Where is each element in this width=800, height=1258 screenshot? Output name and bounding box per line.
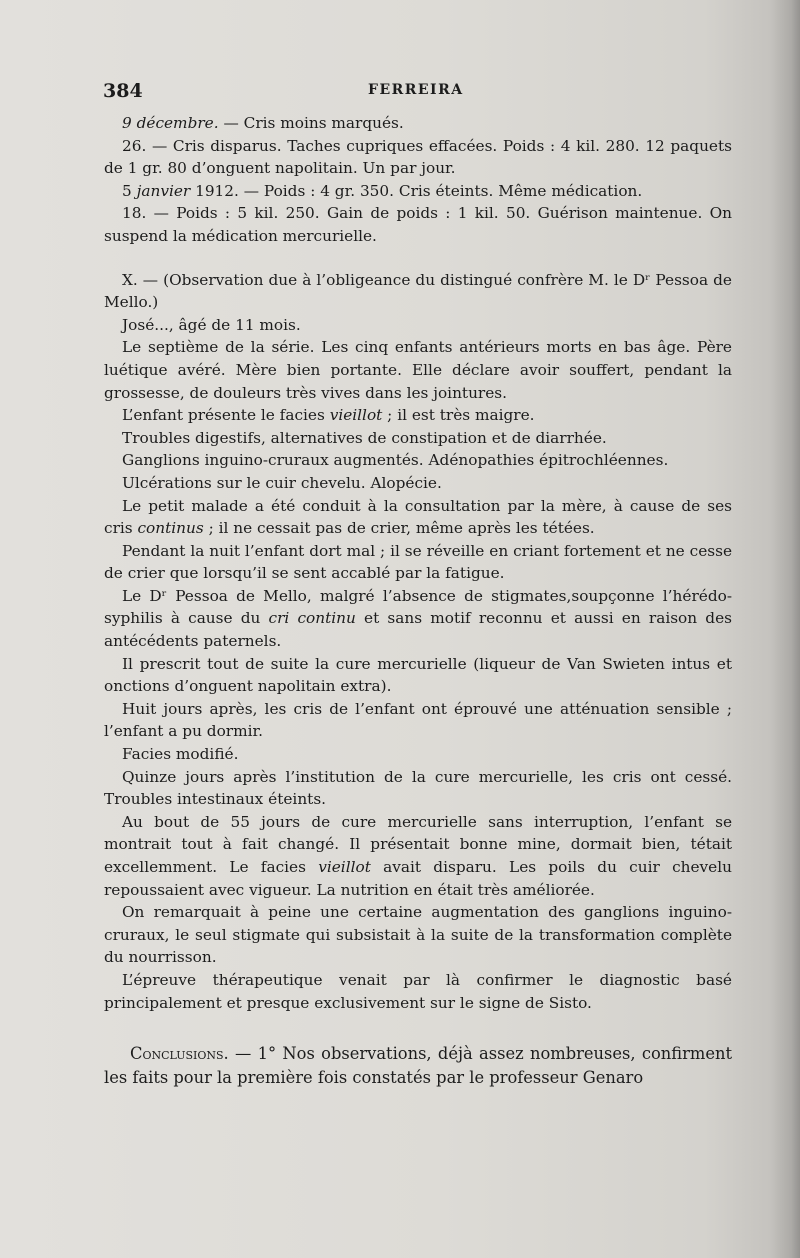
paragraph: 5 janvier 1912. — Poids : 4 gr. 350. Cris éteints. Même médication. — [122, 181, 643, 200]
paragraph: L’épreuve thérapeutique venait par là confirmer le diagnostic basé principalement et presque exclusivement sur le signe de Sisto. — [104, 970, 732, 1012]
paragraph: Quinze jours après l’institution de la cure mercurielle, les cris ont cessé. Troubles intestinaux éteints. — [104, 767, 732, 809]
page-edge-shadow — [770, 0, 800, 1258]
paragraph: Le septième de la série. Les cinq enfants antérieurs morts en bas âge. Père luétique avéré. Mère bien portante. Elle déclare avoir souffert, pendant la grossesse, de douleurs très vives dans les jointures. — [104, 338, 732, 402]
paragraph: Il prescrit tout de suite la cure mercurielle (liqueur de Van Swieten intus et onctions d’onguent napolitain extra). — [104, 654, 732, 696]
paragraph: Ganglions inguino-cruraux augmentés. Adénopathies épitrochléennes. — [122, 451, 669, 470]
page-body — [104, 112, 732, 1090]
conclusions-paragraph: Conclusions. — 1° Nos observations, déjà assez nombreuses, confirment les faits pour la première fois constatés par le professeur Genaro — [104, 1044, 732, 1088]
conclusions-heading: Conclusions. — [130, 1044, 229, 1064]
paragraph: 18. — Poids : 5 kil. 250. Gain de poids : 1 kil. 50. Guérison maintenue. On suspend la médication mercurielle. — [104, 204, 732, 245]
paragraph: 9 décembre. — Cris moins marqués. — [122, 114, 404, 132]
paragraph: L’enfant présente le facies vieillot ; il est très maigre. — [122, 406, 535, 425]
page-number: 384 — [103, 80, 143, 102]
paragraph: On remarquait à peine une certaine augmentation des ganglions inguino-cruraux, le seul stigmate qui subsistait à la suite de la transformation complète du nourrisson. — [104, 903, 732, 967]
paragraph: Huit jours après, les cris de l’enfant ont éprouvé une atténuation sensible ; l’enfant a pu dormir. — [104, 699, 732, 741]
paragraph: Troubles digestifs, alternatives de constipation et de diarrhée. — [122, 428, 607, 447]
paragraph: Facies modifié. — [122, 745, 239, 764]
paragraph: Au bout de 55 jours de cure mercurielle sans interruption, l’enfant se montrait tout à fait changé. Il présentait bonne mine, dormait bien, tétait excellemment. Le facies vieillot avait disparu. Les poils du cuir chevelu repoussaient avec vigueur. La nutrition en était très améliorée. — [104, 812, 732, 899]
paragraph: Le petit malade a été conduit à la consultation par la mère, à cause de ses cris continus ; il ne cessait pas de crier, même après les tétées. — [104, 496, 732, 538]
paragraph: Ulcérations sur le cuir chevelu. Alopécie. — [122, 473, 442, 492]
running-title: FERREIRA — [368, 82, 464, 98]
paragraph: Pendant la nuit l’enfant dort mal ; il se réveille en criant fortement et ne cesse de crier que lorsqu’il se sent accablé par la fatigue. — [104, 541, 732, 583]
paragraph: 26. — Cris disparus. Taches cupriques effacées. Poids : 4 kil. 280. 12 paquets de 1 gr. 80 d’onguent napolitain. Un par jour. — [104, 136, 732, 178]
paragraph: José..., âgé de 11 mois. — [122, 315, 301, 334]
page-header — [103, 80, 743, 108]
paragraph: Le Dʳ Pessoa de Mello, malgré l’absence de stigmates,soupçonne l’hérédo-syphilis à cause du cri continu et sans motif reconnu et aussi en raison des antécédents paternels. — [104, 586, 732, 651]
observation-heading: X. — (Observation due à l’obligeance du distingué confrère M. le Dʳ Pessoa de Mello.) — [104, 270, 732, 312]
